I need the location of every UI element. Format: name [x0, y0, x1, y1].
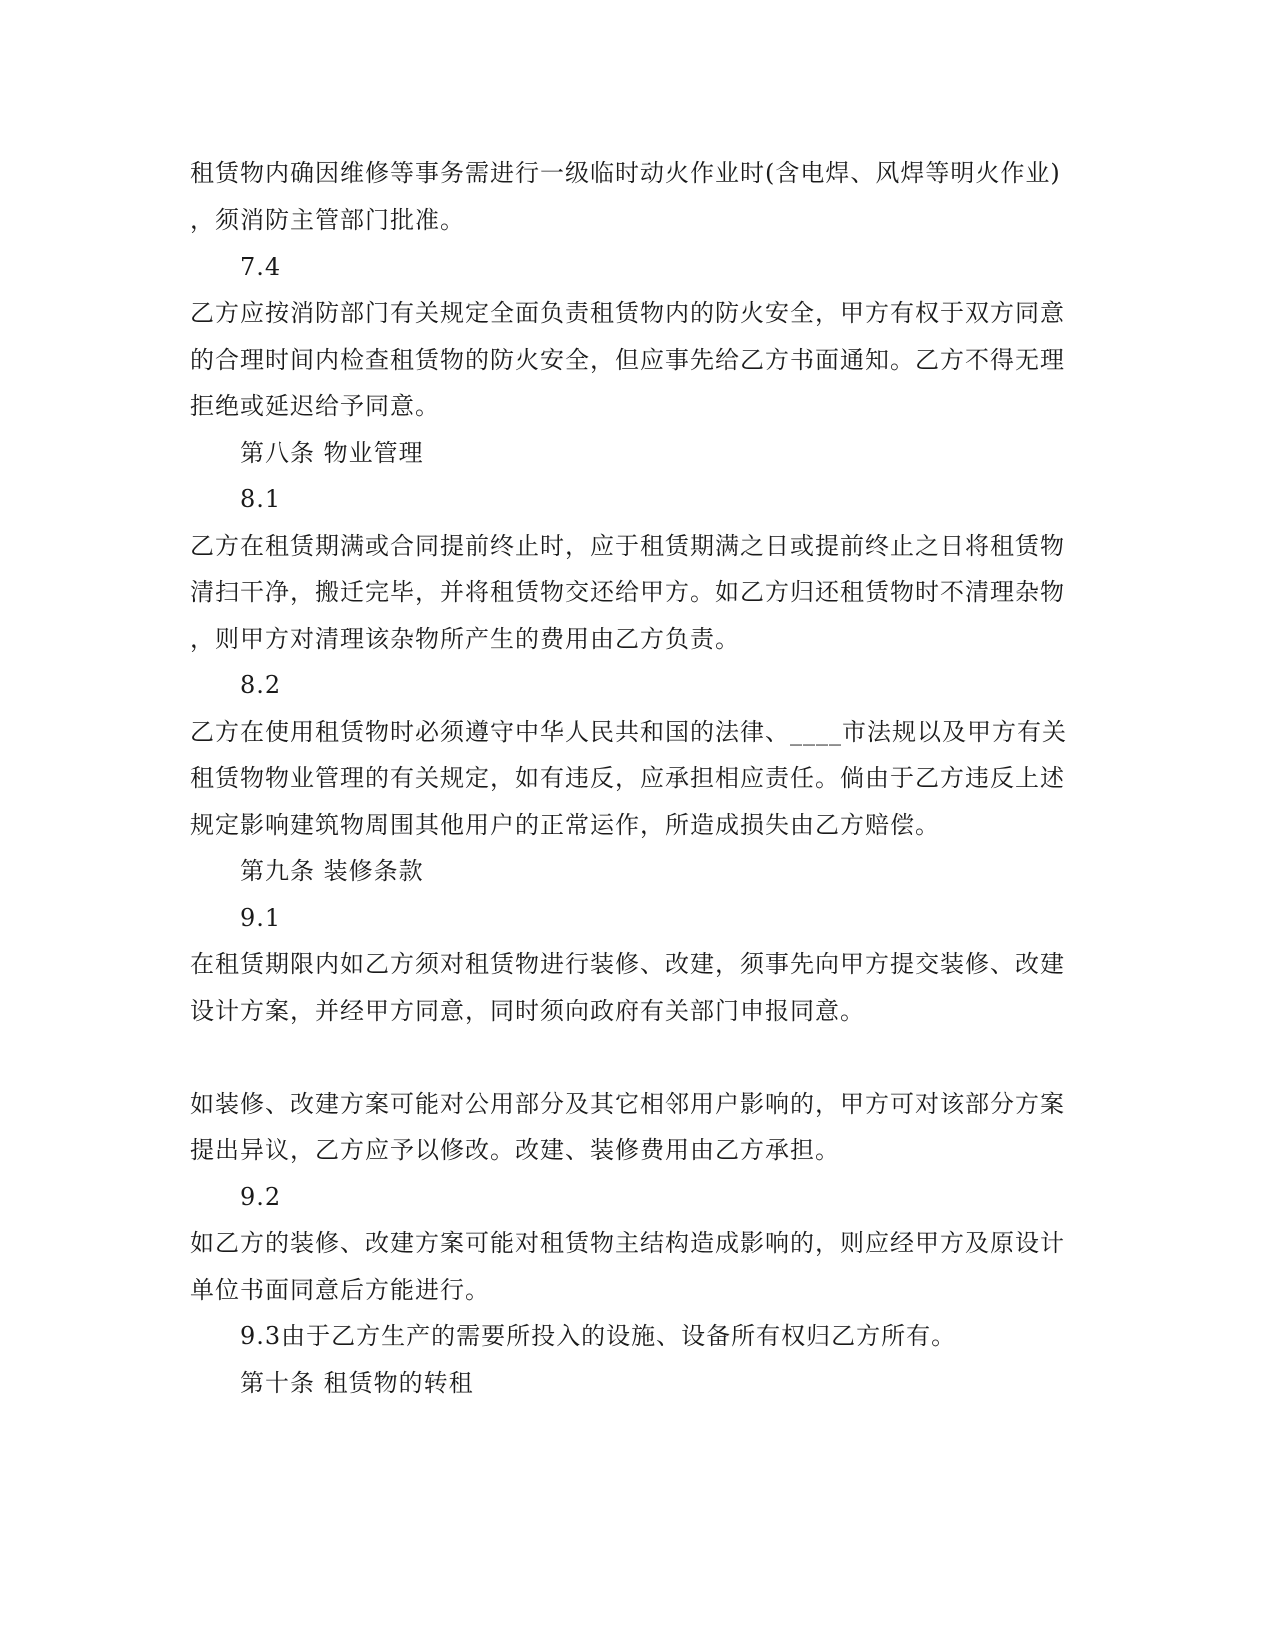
text-line: ，须消防主管部门批准。 — [190, 206, 465, 234]
text-line: 在租赁期限内如乙方须对租赁物进行装修、改建，须事先向甲方提交装修、改建 — [190, 950, 1065, 978]
text-line: 乙方在使用租赁物时必须遵守中华人民共和国的法律、____市法规以及甲方有关 — [190, 718, 1067, 746]
text-line: 如乙方的装修、改建方案可能对租赁物主结构造成影响的，则应经甲方及原设计 — [190, 1229, 1065, 1257]
article-heading: 第八条 物业管理 — [240, 439, 424, 467]
clause-number: 8.2 — [240, 671, 282, 699]
text-line: 租赁物内确因维修等事务需进行一级临时动火作业时(含电焊、风焊等明火作业) — [190, 159, 1061, 187]
text-line: 拒绝或延迟给予同意。 — [190, 392, 440, 420]
text-line: 9.3由于乙方生产的需要所投入的设施、设备所有权归乙方所有。 — [240, 1322, 957, 1350]
text-line: 如装修、改建方案可能对公用部分及其它相邻用户影响的，甲方可对该部分方案 — [190, 1090, 1065, 1118]
text-line: ，则甲方对清理该杂物所产生的费用由乙方负责。 — [190, 625, 740, 653]
article-heading: 第十条 租赁物的转租 — [240, 1369, 474, 1397]
clause-number: 9.1 — [240, 904, 282, 932]
text-line: 乙方在租赁期满或合同提前终止时，应于租赁期满之日或提前终止之日将租赁物 — [190, 532, 1065, 560]
text-line: 清扫干净，搬迁完毕，并将租赁物交还给甲方。如乙方归还租赁物时不清理杂物 — [190, 578, 1065, 606]
clause-number: 8.1 — [240, 485, 282, 513]
text-line: 租赁物物业管理的有关规定，如有违反，应承担相应责任。倘由于乙方违反上述 — [190, 764, 1065, 792]
text-line: 设计方案，并经甲方同意，同时须向政府有关部门申报同意。 — [190, 997, 865, 1025]
text-line: 规定影响建筑物周围其他用户的正常运作，所造成损失由乙方赔偿。 — [190, 811, 940, 839]
text-line: 的合理时间内检查租赁物的防火安全，但应事先给乙方书面通知。乙方不得无理 — [190, 346, 1065, 374]
article-heading: 第九条 装修条款 — [240, 857, 424, 885]
clause-number: 9.2 — [240, 1183, 282, 1211]
text-line: 提出异议，乙方应予以修改。改建、装修费用由乙方承担。 — [190, 1136, 840, 1164]
text-line: 单位书面同意后方能进行。 — [190, 1276, 490, 1304]
clause-number: 7.4 — [240, 253, 282, 281]
text-line: 乙方应按消防部门有关规定全面负责租赁物内的防火安全，甲方有权于双方同意 — [190, 299, 1065, 327]
